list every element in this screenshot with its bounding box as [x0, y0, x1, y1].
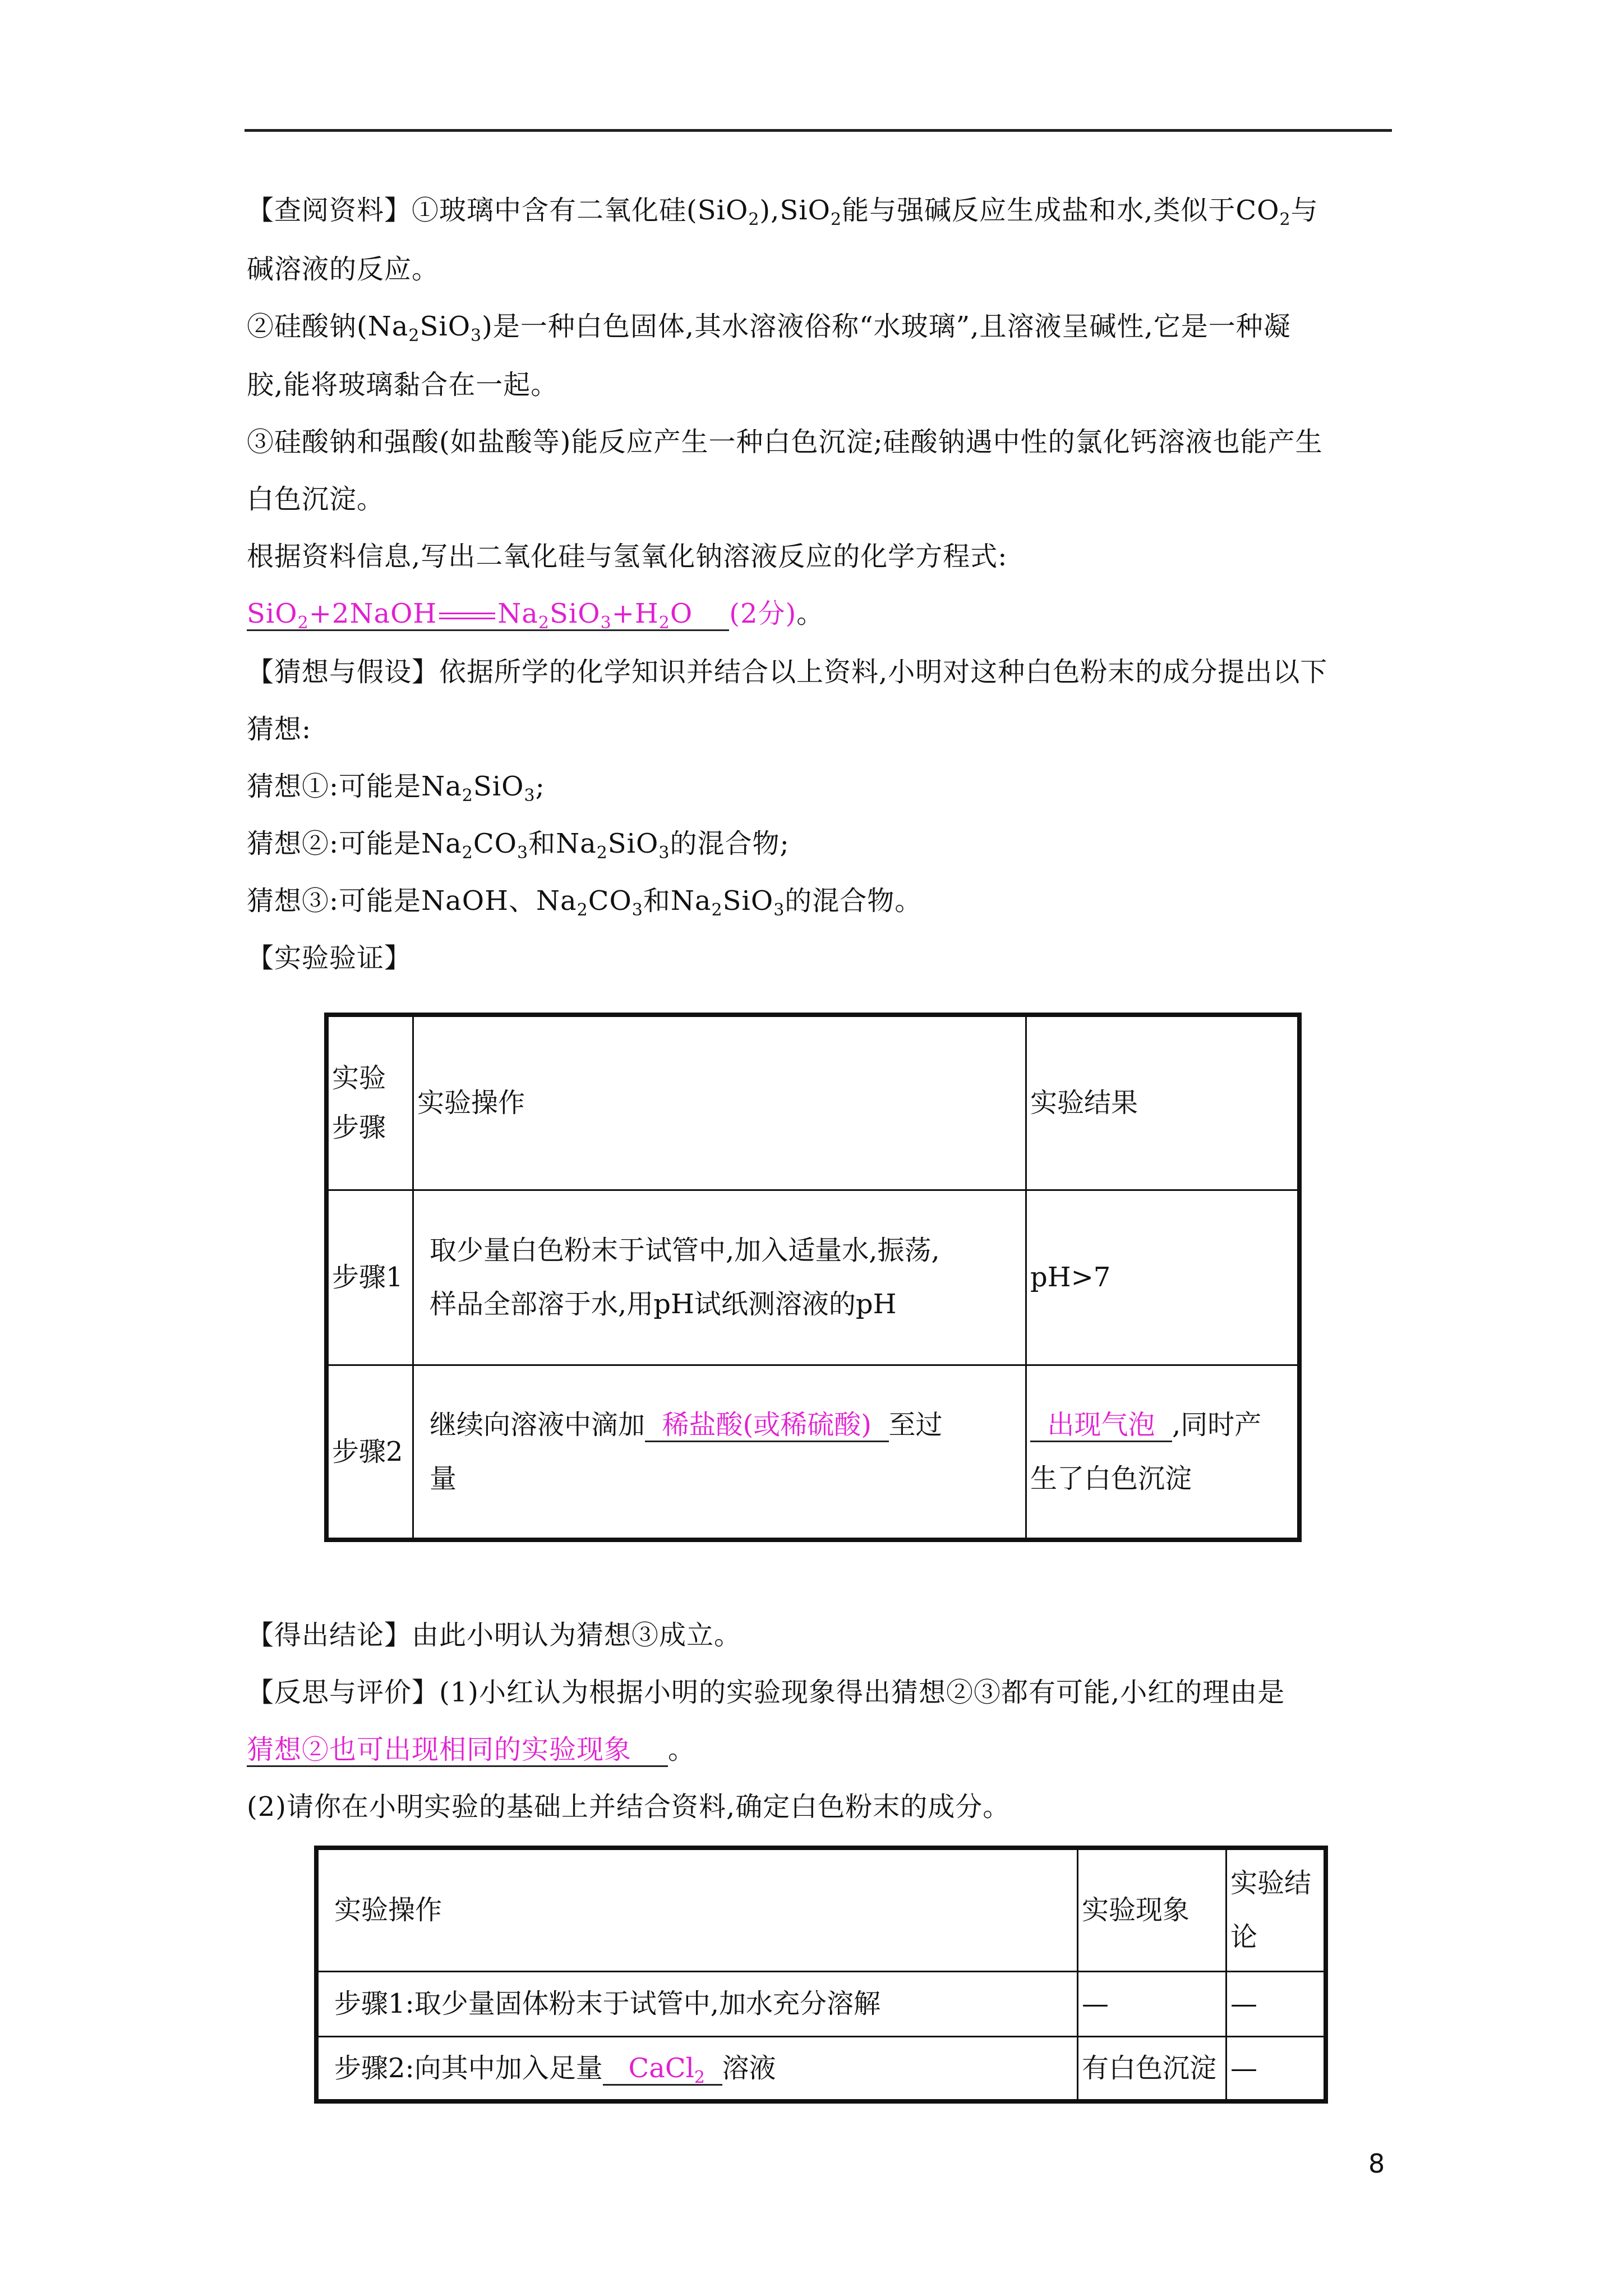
section-heading: 【实验验证】 — [247, 942, 412, 974]
equals-sign — [439, 613, 495, 619]
table-row — [316, 1971, 1326, 2036]
table-cell: 出现气泡 ,同时产 生了白色沉淀 — [1026, 1365, 1300, 1540]
paragraph-task: (2)请你在小明实验的基础上并结合资料,确定白色粉末的成分。 — [247, 1791, 1011, 1823]
table-cell: 实验结 论 — [1227, 1848, 1326, 1971]
paragraph-materials-1: 【查阅资料】①玻璃中含有二氧化硅(SiO$_2$),SiO$_2$能与强碱反应生成盐和水,类似于$CO_2$与 — [247, 195, 1318, 229]
paragraph-materials-3: ③硅酸钠和强酸(如盐酸等)能反应产生一种白色沉淀;硅酸钠遇中性的氯化钙溶液也能产生 — [247, 426, 1323, 458]
reflection-answer: 猜想②也可出现相同的实验现象 。 — [247, 1733, 695, 1766]
paragraph-conclusion: 【得出结论】由此小明认为猜想③成立。 — [247, 1619, 742, 1651]
answer-acid: 稀盐酸(或稀硫酸) — [662, 1409, 872, 1441]
equation-line: SiO$_2$+2NaOH $Na_2SiO_3+H_2O$ — [247, 598, 729, 631]
table-cell: — — [1078, 1971, 1227, 2036]
table-cell: 步骤1:取少量固体粉末于试管中,加水充分溶解 — [316, 1971, 1078, 2036]
experiment-table — [324, 1013, 1302, 1542]
page-number: 8 — [1368, 2148, 1385, 2179]
table-cell: 实验操作 — [413, 1015, 1026, 1190]
table-row — [326, 1190, 1299, 1365]
table-row — [316, 2036, 1326, 2101]
paragraph-line: 猜想: — [247, 714, 312, 745]
table-cell: 实验现象 — [1078, 1848, 1227, 1971]
table-row — [326, 1365, 1299, 1540]
guess-2: 猜想②:可能是$Na_2CO_3$和$Na_2SiO_3$的混合物; — [247, 828, 790, 863]
paragraph-reflection: 【反思与评价】(1)小红认为根据小明的实验现象得出猜想②③都有可能,小红的理由是 — [247, 1677, 1285, 1708]
determination-table — [314, 1846, 1328, 2104]
paragraph-hypothesis: 【猜想与假设】依据所学的化学知识并结合以上资料,小明对这种白色粉末的成分提出以下 — [247, 656, 1328, 688]
table-cell: pH>7 — [1026, 1190, 1300, 1365]
paragraph-line: 碱溶液的反应。 — [247, 254, 440, 285]
table-cell: 实验操作 — [316, 1848, 1078, 1971]
header-rule — [245, 129, 1392, 132]
answer-reason: 猜想②也可出现相同的实验现象 — [247, 1734, 632, 1765]
table-cell: 有白色沉淀 — [1078, 2036, 1227, 2101]
table-cell: 取少量白色粉末于试管中,加入适量水,振荡, 样品全部溶于水,用pH试纸测溶液的pH — [413, 1190, 1026, 1365]
paragraph-line: 白色沉淀。 — [247, 484, 385, 515]
equation-answer: SiO$_2$+2NaOH $Na_2SiO_3+H_2O$ (2分)。 — [247, 598, 824, 633]
paragraph-question: 根据资料信息,写出二氧化硅与氢氧化钠溶液反应的化学方程式: — [247, 541, 1008, 572]
table-cell: 步骤2:向其中加入足量 CaCl$_2$ 溶液 — [316, 2036, 1078, 2101]
paragraph-line: 胶,能将玻璃黏合在一起。 — [247, 369, 559, 401]
guess-1: 猜想①:可能是$Na_2SiO_3$; — [247, 771, 545, 806]
paragraph-materials-2: ②硅酸钠$(Na_2SiO_3)$是一种白色固体,其水溶液俗称“水玻璃”,且溶液呈碱性,它是一种凝 — [247, 311, 1291, 346]
table-cell: 实验 步骤 — [326, 1015, 413, 1190]
answer-bubbles: 出现气泡 — [1047, 1409, 1155, 1441]
table-cell: — — [1227, 2036, 1326, 2101]
guess-3: 猜想③:可能是NaOH、$Na_2CO_3$和$Na_2SiO_3$的混合物。 — [247, 885, 923, 920]
answer-cacl2: CaCl$_2$ — [628, 2052, 706, 2087]
table-cell: 步骤1 — [326, 1190, 413, 1365]
table-cell: 实验结果 — [1026, 1015, 1300, 1190]
table-row — [326, 1015, 1299, 1190]
table-row — [316, 1848, 1326, 1971]
score-note: (2分) — [729, 598, 797, 629]
table-cell: 步骤2 — [326, 1365, 413, 1540]
table-cell: 继续向溶液中滴加 稀盐酸(或稀硫酸) 至过 量 — [413, 1365, 1026, 1540]
table-cell: — — [1227, 1971, 1326, 2036]
